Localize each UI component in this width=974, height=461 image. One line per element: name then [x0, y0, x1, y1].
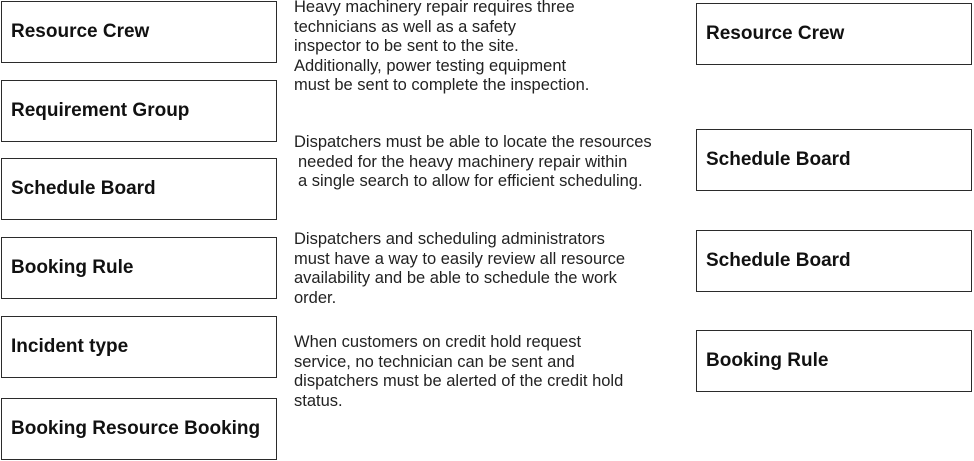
requirement-2-text: Dispatchers must be able to locate the resources needed for the heavy machinery repair within a single search to allow for efficient scheduling. [294, 133, 652, 190]
requirement-1-text: Heavy machinery repair requires three technicians as well as a safety inspector to be sent to the site. Additionally, power testing equipment must be sent to complete the inspection. [294, 0, 590, 94]
requirement-4-text: When customers on credit hold request service, no technician can be sent and dispatchers must be alerted of the credit hold status. [294, 333, 624, 410]
option-requirement-group[interactable]: Requirement Group [1, 80, 277, 142]
option-booking-resource-booking[interactable]: Booking Resource Booking [1, 398, 277, 460]
answer-slot-4[interactable]: Booking Rule [696, 330, 972, 392]
option-booking-rule[interactable]: Booking Rule [1, 237, 277, 299]
option-schedule-board[interactable]: Schedule Board [1, 158, 277, 220]
option-resource-crew[interactable]: Resource Crew [1, 1, 277, 63]
option-incident-type[interactable]: Incident type [1, 316, 277, 378]
answer-slot-3[interactable]: Schedule Board [696, 230, 972, 292]
answer-slot-1[interactable]: Resource Crew [696, 3, 972, 65]
requirement-3-text: Dispatchers and scheduling administrators must have a way to easily review all resource availability and be able to schedule the work order. [294, 230, 626, 307]
answer-slot-2[interactable]: Schedule Board [696, 129, 972, 191]
